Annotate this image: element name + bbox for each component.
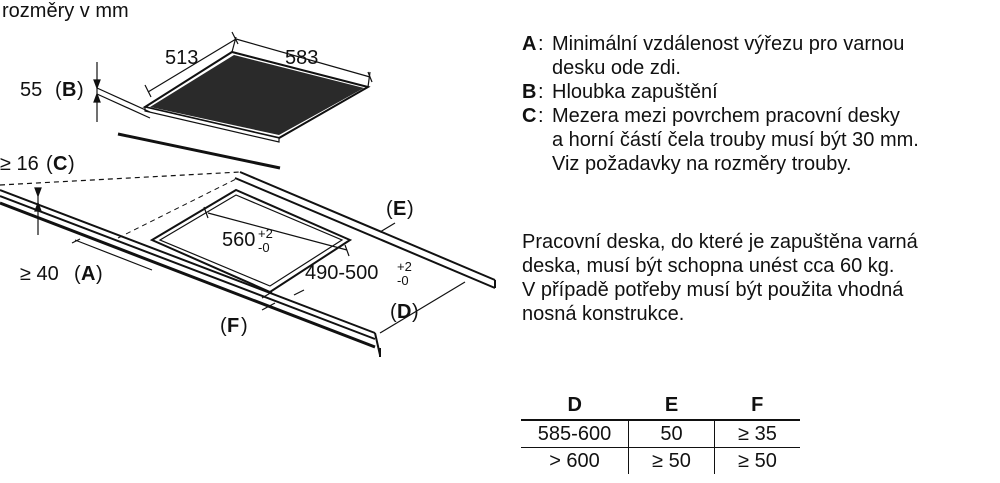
key-f: F <box>227 315 240 337</box>
svg-text:(: ( <box>386 198 393 220</box>
cutout-depth-value: 490-500 <box>305 262 379 284</box>
svg-text:-0: -0 <box>397 273 409 288</box>
cutout-width-value: 560 <box>222 229 256 251</box>
key-d: D <box>397 301 412 323</box>
legend-item-b: B : Hloubka zapuštění <box>522 81 718 103</box>
recess-depth-value: 55 <box>20 79 43 101</box>
legend <box>522 32 992 176</box>
table-header-row: D E F <box>521 392 800 420</box>
svg-text:): ) <box>68 153 75 175</box>
hob-width-label: 583 <box>285 47 319 69</box>
svg-text:-0: -0 <box>258 240 270 255</box>
legend-item-c: C : Mezera mezi povrchem pracovní desky a horní částí čela trouby musí být 30 mm. Viz požadavky na rozměry trouby. <box>522 105 919 175</box>
key-e: E <box>393 198 407 220</box>
svg-text:+2: +2 <box>397 259 412 274</box>
wall-distance-value: ≥ 40 <box>20 263 59 285</box>
table-row: 585-600 50 ≥ 35 <box>521 420 800 448</box>
svg-text:(: ( <box>46 153 53 175</box>
legend-item-a: A : Minimální vzdálenost výřezu pro varnou desku ode zdi. <box>522 33 905 79</box>
svg-text:): ) <box>407 198 414 220</box>
svg-text:): ) <box>77 79 84 101</box>
hob-drawing <box>97 52 368 168</box>
table-row: > 600 ≥ 50 ≥ 50 <box>521 448 800 475</box>
svg-text:): ) <box>241 315 248 337</box>
gap-value: ≥ 16 <box>0 153 39 175</box>
wall-distance-key: A <box>81 263 96 285</box>
svg-text:+2: +2 <box>258 226 273 241</box>
recess-key: B <box>62 79 77 101</box>
svg-text:): ) <box>412 301 419 323</box>
load-note: Pracovní deska, do které je zapuštěna varná deska, musí být schopna unést cca 60 kg. V případě potřeby musí být použita vhodná nosná konstrukce. <box>522 231 918 325</box>
hob-depth-label: 513 <box>165 47 199 69</box>
svg-text:(: ( <box>220 315 227 337</box>
svg-text:(: ( <box>390 301 397 323</box>
svg-text:): ) <box>96 263 103 285</box>
svg-text:(: ( <box>55 79 62 101</box>
gap-key: C <box>53 153 68 175</box>
svg-text:(: ( <box>74 263 81 285</box>
dimension-table <box>521 392 800 474</box>
units-label: rozměry v mm <box>2 0 129 22</box>
